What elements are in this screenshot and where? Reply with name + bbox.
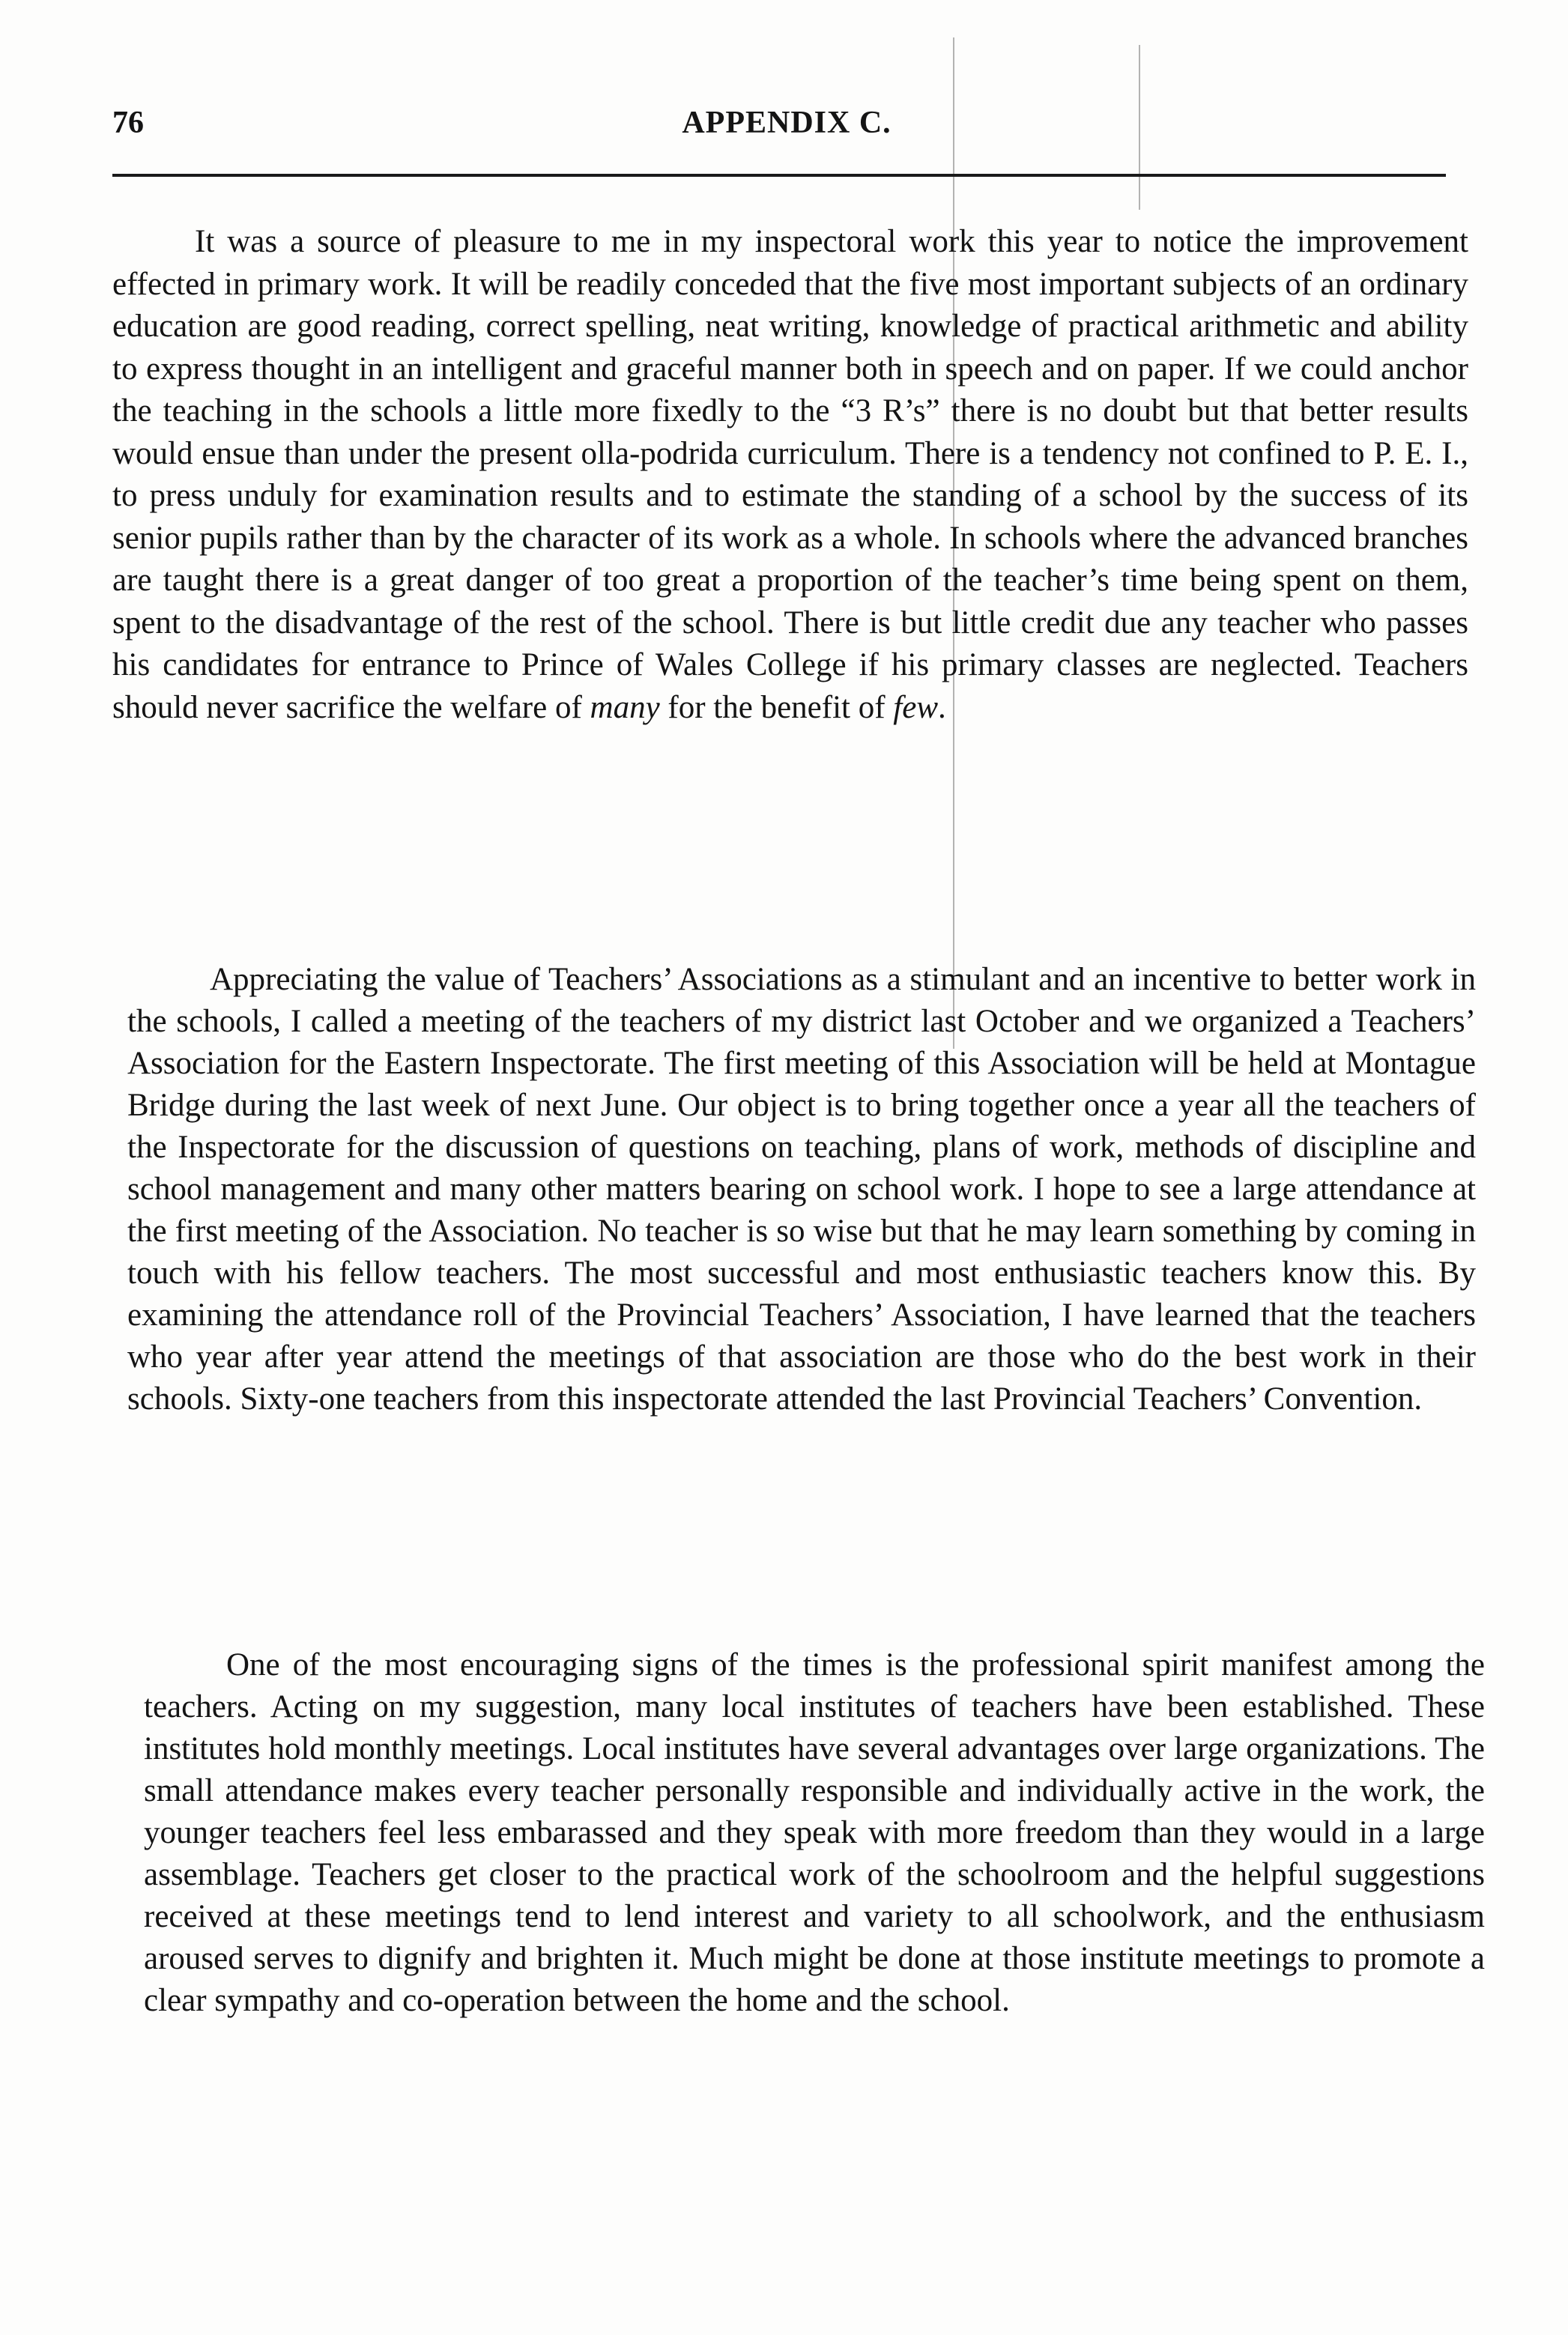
paragraph-text: It was a source of pleasure to me in my inspectoral work this year to notice the improvement effected in primary work. It will be readily conceded that the five most important subjects of an ordinary education are good reading, correct spelling, neat writing, knowledge of practical arithmetic and ability to express thought in an intelligent and graceful manner both in speech and on paper. If we could anchor the teaching in the schools a little more fixedly to the “3 R’s” there is no doubt but that better results would ensue than under the present olla-podrida curriculum. There is a tendency not confined to P. E. I., to press unduly for examination results and to estimate the standing of a school by the success of its senior pupils rather than by the character of its work as a whole. In schools where the advanced branches are taught there is a great danger of too great a proportion of the teacher’s time being spent on them, spent to the disadvantage of the rest of the school. There is but little credit due any teacher who passes his candidates for entrance to Prince of Wales College if his primary classes are neglected. Teachers should never sacrifice the welfare of — [112, 224, 1468, 725]
running-head: APPENDIX C. — [682, 106, 892, 140]
paragraph-text: . — [938, 689, 946, 725]
paragraph-inspectoral-work — [112, 221, 1468, 729]
page-number: 76 — [112, 106, 144, 140]
emphasis-few: few — [893, 689, 939, 725]
paragraph-text: for the benefit of — [668, 689, 886, 725]
paragraph-teachers-associations: Appreciating the value of Teachers’ Associations as a stimulant and an incentive to better work in the schools, I called a meeting of the teachers of my district last October and we organized a Teachers’ Association for the Eastern Inspectorate. The first meeting of this Association will be held at Montague Bridge during the last week of next June. Our object is to bring together once a year all the teachers of the Inspectorate for the discussion of questions on teaching, plans of work, methods of discipline and school management and many other matters bearing on school work. I hope to see a large attendance at the first meeting of the Association. No teacher is so wise but that he may learn something by coming in touch with his fellow teachers. The most successful and most enthusiastic teachers know this. By examining the attendance roll of the Provincial Teachers’ Association, I have learned that the teachers who year after year attend the meetings of that association are those who do the best work in their schools. Sixty-one teachers from this inspectorate attended the last Provincial Teachers’ Convention. — [127, 962, 1476, 1417]
header-rule — [112, 174, 1446, 177]
page-header — [112, 105, 1461, 150]
emphasis-many: many — [590, 689, 660, 725]
paragraph-local-institutes: One of the most encouraging signs of the times is the professional spirit manifest among the teachers. Acting on my suggestion, many local institutes of teachers have been established. These institutes hold monthly meetings. Local institutes have several advantages over large organizations. The small attendance makes every teacher personally responsible and individually active in the work, the younger teachers feel less embarassed and they speak with more freedom than they would in a large assemblage. Teachers get closer to the practical work of the schoolroom and the helpful suggestions received at these meetings tend to lend interest and variety to all schoolwork, and the enthusiasm aroused serves to dignify and brighten it. Much might be done at those institute meetings to promote a clear sympathy and co-operation between the home and the school. — [144, 1647, 1485, 2018]
